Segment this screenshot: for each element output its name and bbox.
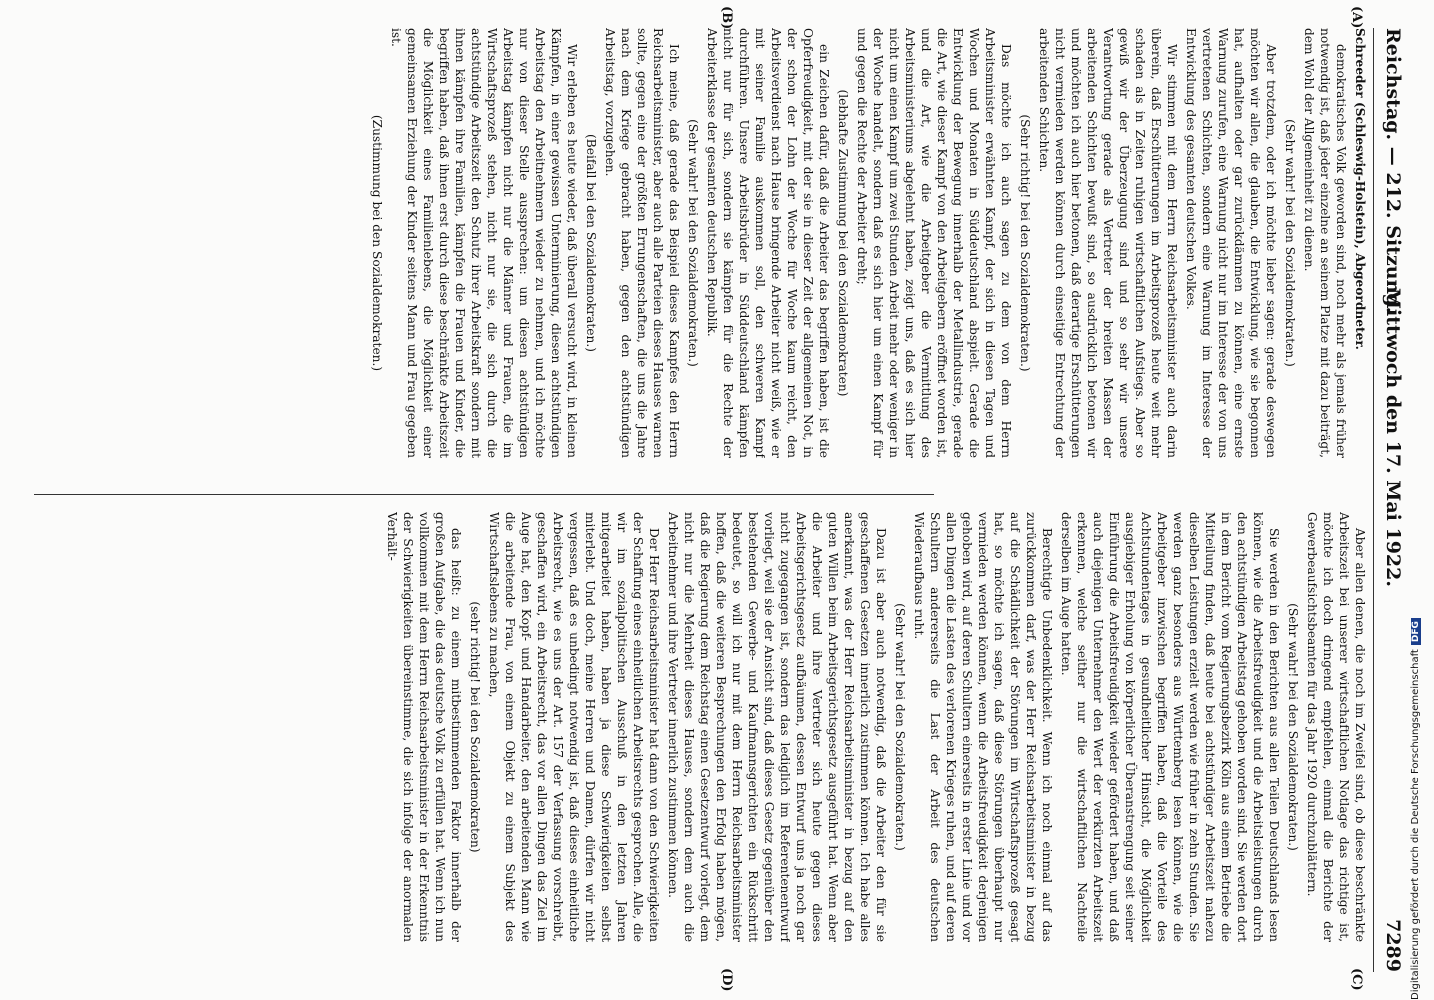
interjection: (sehr richtig! bei den Sozialdemokraten) <box>468 601 482 853</box>
paragraph: Aber trotzdem, oder ich möchte lieber sagen: gerade deswegen möchten wir allen, die glauben, die Entwicklung, wie sie begonnen hat, aufhalten oder gar zurückdämmen zu können, eine ernste Warnung zurufen, eine Warnung nicht nur im Interesse der von uns vertretenen Schichten, sondern eine Warnung im Interesse der Entwicklung des gesamten deutschen Volkes. <box>1184 28 1278 458</box>
paragraph: Wir stimmen mit dem Herrn Reichsarbeitsminister auch darin überein, daß Erschütterungen im Arbeitsprozeß heute weit mehr schaden als in Zeiten ruhigen wirtschaftlichen Aufstiegs. Aber so gewiß wir der Überzeugung sind und so sehr wir unsere Verantwortung gerade als Vertreter der breiten Massen der arbeitenden Schichten bewußt sind, so ausdrücklich betonen wir und möchten ich auch hier betonen, daß derartige Erschütterungen nicht vermieden werden können durch einseitige Entrechtung der arbeitenden Schichten. <box>1037 28 1179 458</box>
page-number: 7289 <box>1382 919 1404 972</box>
header-date: Mittwoch den 17. Mai 1922. <box>1382 288 1404 587</box>
right-column <box>48 512 1368 942</box>
speaker-line: Schreeder (Schleswig-Holstein), Abgeordneter. <box>1353 28 1367 350</box>
paragraph: Der Herr Reichsarbeitsminister hat dann von den Schwierigkeiten der Schaffung eines einheitlichen Arbeitsrechts gesprochen. Alle, die wir im sozialpolitischen Ausschuß in den letzten Jahren mitgearbeitet haben, haben ja diese Schwierigkeiten selbst miterlebt. Und doch, meine Herren und Damen, dürfen wir nicht vergessen, daß es unbedingt notwendig ist, daß dieses einheitliche Arbeitsrecht, wie es uns der Art. 157 der Verfassung vorschreibt, geschaffen wird, ein Arbeitsrecht, das vor allen Dingen das Ziel im Auge hat, den Kopf- und Handarbeiter, den arbeitenden Mann wie die arbeitende Frau, von einem Objekt zu einem Subjekt des Wirtschaftslebens zu machen, <box>487 512 661 942</box>
interjection: (Zustimmung bei den Sozialdemokraten.) <box>370 114 384 372</box>
paragraph: Dazu ist aber auch notwendig, daß die Arbeiter den für sie geschaffenen Gesetzen innerlich zustimmen können. Ich habe alles anerkannt, was der Herr Reichsarbeitsminister in bezug auf den guten Willen beim Arbeitsgerichtsgesetz ausgeführt hat. Wenn aber die Arbeiter und ihre Vertreter sich heute gegen dieses Arbeitsgerichtsgesetz aufbäumen, dessen Entwurf uns ja noch gar nicht zugegangen ist, sondern das lediglich im Referentenentwurf vorliegt, weil sie der Ansicht sind, daß dieses Gesetz gegenüber den bestehenden Gewerbe- und Kaufmannsgerichten ein Rückschritt bedeutet, so will ich nur mit dem Herrn Reichsarbeitsminister hoffen, daß die weiteren Besprechungen den Erfolg haben mögen, daß die Regierung dem Reichstag einen Gesetzentwurf vorlegt, dem nicht nur die Mehrheit dieses Hauses, sondern dem auch die Arbeitnehmer und ihre Vertreter innerlich zustimmen können. <box>666 512 888 942</box>
paragraph: Wir erleben es heute wieder, daß überall versucht wird, in kleinen Kämpfen, in einer gewissen Unterminierung, diesen achtstündigen Arbeitstag den Arbeitnehmern wieder zu nehmen, und ich möchte nur von dieser Stelle aussprechen: um diesen achtstündigen Arbeitstag kämpfen nicht nur die Männer und Frauen, die im Wirtschaftsprozeß stehen, nicht nur sie, die sich durch die achtstündige Arbeitszeit den Schutz ihrer Arbeitskraft sondern mit ihnen kämpfen ihre Familien, kämpfen die Frauen und Kinder, die begriffen haben, daß ihnen erst durch diese beschränkte Arbeitszeit die Möglichkeit eines Familienlebens, die Möglichkeit einer gemeinsamen Erziehung der Kinder seitens Mann und Frau gegeben ist. <box>389 28 579 458</box>
paragraph: demokratisches Volk geworden sind, noch mehr als jemals früher notwendig ist, daß jeder einzelne an seinem Platze mit dazu beiträgt, dem Wohl der Allgemeinheit zu dienen. <box>1302 28 1348 458</box>
digitization-text: Digitalisierung gefördert durch die Deutsche Forschungsgemeinschaft <box>1410 649 1421 1000</box>
paragraph: Berechtigte Unbedenklichkeit. Wenn ich noch einmal auf das zurückkommen darf, was der Herr Reichsarbeitsminister in bezug auf die Schädlichkeit der Störungen im Wirtschaftsprozeß gesagt hat, so möchte ich sagen, daß diese Störungen überhaupt nur vermieden werden können, wenn die Arbeitsfreudigkeit derjenigen gehoben wird, auf deren Schultern einerseits in erster Linie und vor allen Dingen die Lasten des verlorenen Krieges ruhen, und auf deren Schultern andererseits die Last der Arbeit des deutschen Wiederaufbaus ruht. <box>912 512 1054 942</box>
paragraph: Aber allen denen, die noch im Zweifel sind, ob diese beschränkte Arbeitszeit bei unserer wirtschaftlichen Notlage das richtige ist, möchte ich doch dringend empfehlen, einmal die Berichte der Gewerbeaufsichtsbeamten für das Jahr 1920 durchzublättern. <box>1305 512 1367 942</box>
header-session: Reichstag. — 212. Sitzung. <box>1382 28 1404 314</box>
paragraph: Sie werden in den Berichten aus allen Teilen Deutschlands lesen können, wie die Arbeitsfreudigkeit und die Arbeitsleistungen durch den achtstündigen Arbeitstag gehoben worden sind. Sie werden dort in dem Bericht vom Regierungsbezirk Köln aus einem Betriebe die Mitteilung finden, daß heute bei achtstündiger Arbeitszeit nahezu dieselben Leistungen erzielt werden wie früher in zehn Stunden. Sie werden ganz besonders aus Württemberg lesen können, wie die Arbeitgeber inzwischen begriffen haben, daß die Vorteile des Achtstundentages in gesundheitlicher Hinsicht, die Möglichkeit ausgiebiger Erholung von körperlicher Überanstrengung seit seiner Einführung die Arbeitsfreudigkeit wieder gefördert haben, und daß auch diejenigen Unternehmer den Wert der verkürzten Arbeitszeit erkennen, welche seither nur die wirtschaftlichen Nachteile derselben im Auge hatten. <box>1059 512 1281 942</box>
margin-mark-c: (C) <box>1349 968 1364 991</box>
page-header <box>1373 28 1404 972</box>
interjection: (Sehr wahr! bei den Sozialdemokraten.) <box>893 603 907 851</box>
column-divider <box>34 494 934 495</box>
margin-mark-d: (D) <box>719 968 734 992</box>
paragraph: das heißt: zu einem mitbestimmenden Faktor innerhalb der großen Aufgabe, die das deutsche Volk zu erfüllen hat. Wenn ich nun vollkommen mit dem Herrn Reichsarbeitsminister in der Erkenntnis der Schwierigkeiten übereinstimme, die sich infolge der anormalen Verhält- <box>385 512 463 942</box>
interjection: (Sehr wahr! bei den Sozialdemokraten.) <box>1286 603 1300 851</box>
dfg-logo: DFG <box>1411 618 1421 645</box>
margin-mark-b: (B) <box>719 6 734 30</box>
margin-mark-a: (A) <box>1349 6 1364 29</box>
paragraph: Ich meine, daß gerade das Beispiel dieses Kampfes den Herrn Reichsarbeitsminister, aber auch alle Parteien dieses Hauses warnen sollte, gegen eine der größten Errungenschaften, die uns die Jahre nach dem Kriege gebracht haben, gegen den achtstündigen Arbeitstag, vorzugehen. <box>603 28 681 458</box>
interjection: (lebhafte Zustimmung bei den Sozialdemokraten) <box>836 89 850 397</box>
interjection: (Sehr wahr! bei den Sozialdemokraten.) <box>1283 119 1297 367</box>
interjection: (Beifall bei den Sozialdemokraten.) <box>584 134 598 352</box>
left-column <box>48 28 1368 458</box>
interjection: (Sehr richtig! bei den Sozialdemokraten.) <box>1018 114 1032 372</box>
digitization-note <box>1410 618 1424 1000</box>
paragraph: Das möchte ich auch sagen zu dem von dem Herrn Arbeitsminister erwähnten Kampf, der sich in diesen Tagen und Wochen und Monaten in Süddeutschland abspielt. Gerade die Entwicklung der Bewegung innerhalb der Metallindustrie, gerade die Art, wie dieser Kampf von den Arbeitgebern eröffnet worden ist, und die Art, wie die Arbeitgeber die Vermittlung des Arbeitsministeriums abgelehnt haben, zeigt uns, daß es sich hier nicht um einen Kampf um zwei Stunden Arbeit mehr oder weniger in der Woche handelt, sondern daß es sich hier um einen Kampf für und gegen die Rechte der Arbeiter dreht; <box>855 28 1013 458</box>
interjection: (Sehr wahr! bei den Sozialdemokraten.) <box>686 119 700 367</box>
paragraph: ein Zeichen dafür, daß die Arbeiter das begriffen haben, ist die Opferfreudigkeit, mit der sie in dieser Zeit der allgemeinen Not, in der schon der Lohn der Woche für Woche kaum reicht, den Arbeitsverdienst nach Hause bringende Arbeiter nicht weiß, wie er mit seiner Familie auskommen soll, den schweren Kampf durchführen. Unsere Arbeitsbrüder in Süddeutschland kämpfen nicht nur für sich, sondern sie kämpfen für die Rechte der Arbeiterklasse der gesamten deutschen Republik. <box>705 28 831 458</box>
